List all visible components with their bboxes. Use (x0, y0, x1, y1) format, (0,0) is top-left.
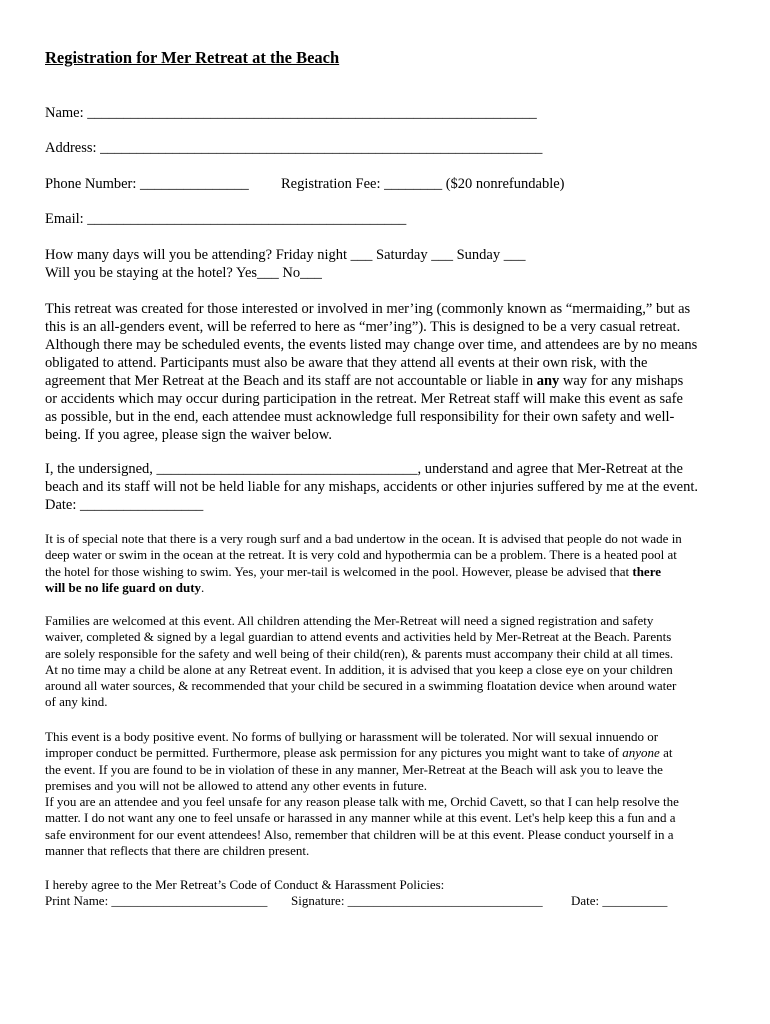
paragraph-line: deep water or swim in the ocean at the retreat. It is very cold and hypothermia can be a problem. There is a heated pool at (45, 547, 677, 563)
paragraph-line: waiver, completed & signed by a legal guardian to attend events and activities held by Mer-Retreat at the Beach. Parents (45, 629, 672, 645)
paragraph-line: the hotel for those wishing to swim. Yes, your mer-tail is welcomed in the pool. However, please be advised that there (45, 563, 661, 579)
address-field[interactable]: Address: _____________________________________________________________ (45, 140, 543, 156)
paragraph-line: improper conduct be permitted. Furthermore, please ask permission for any pictures you might want to take of anyone at (45, 745, 673, 761)
paragraph-line: manner that reflects that there are children present. (45, 843, 310, 859)
emphasis-any: any (536, 373, 560, 389)
paragraph-line: agreement that Mer Retreat at the Beach and its staff are not accountable or liable in any way for any mishaps (45, 373, 684, 389)
paragraph-line: If you are an attendee and you feel unsafe for any reason please talk with me, Orchid Cavett, so that I can help resolve the (45, 794, 679, 810)
hotel-stay-field[interactable]: Will you be staying at the hotel? Yes___ No___ (45, 265, 322, 281)
paragraph-line: being. If you agree, please sign the waiver below. (45, 427, 332, 443)
paragraph-line: this is an all-genders event, will be referred to here as “mer’ing”). This is designed to be a very casual retreat. (45, 319, 681, 335)
agreement-date-field[interactable]: Date: __________ (571, 893, 668, 908)
paragraph-line: are solely responsible for the safety and well being of their child(ren), & parents must accompany their child at all times. (45, 645, 674, 661)
phone-field[interactable]: Phone Number: _______________ (45, 176, 249, 192)
paragraph-line: obligated to attend. Participants must also be aware that they attend all events at their own risk, with the (45, 355, 648, 371)
paragraph-line: around all water sources, & recommended that your child be secured in a swimming floatation device when around water (45, 678, 677, 694)
registration-fee-field[interactable]: Registration Fee: ________ ($20 nonrefundable) (281, 176, 565, 192)
conduct-paragraph (45, 729, 679, 859)
print-name-field[interactable]: Print Name: ________________________ (45, 893, 268, 908)
paragraph-line: Although there may be scheduled events, the events listed may change over time, and attendees are by no means (45, 337, 698, 353)
paragraph-line: of any kind. (45, 694, 108, 710)
paragraph-line: Families are welcomed at this event. All children attending the Mer-Retreat will need a signed registration and safety (45, 613, 654, 628)
paragraph-line: This event is a body positive event. No forms of bullying or harassment will be tolerated. Nor will sexual innuendo or (45, 729, 659, 744)
waiver-intro-paragraph (45, 300, 697, 444)
paragraph-line: the event. If you are found to be in violation of these in any manner, Mer-Retreat at the Beach will ask you to leave the (45, 761, 663, 777)
name-field[interactable]: Name: ______________________________________________________________ (45, 105, 537, 121)
paragraph-line: safe environment for our event attendees! Also, remember that children will be at this event. Please conduct yourself in a (45, 826, 674, 842)
undersigned-waiver (45, 460, 698, 514)
paragraph-line: as possible, but in the end, each attendee must acknowledge full responsibility for their own safety and well- (45, 409, 675, 425)
paragraph-line: It is of special note that there is a very rough surf and a bad undertow in the ocean. It is advised that people do not wade in (45, 531, 682, 546)
families-paragraph (45, 613, 676, 711)
email-field[interactable]: Email: ____________________________________________ (45, 211, 407, 227)
paragraph-line: will be no life guard on duty. (45, 579, 205, 595)
waiver-date-field[interactable]: Date: _________________ (45, 497, 204, 513)
signature-field[interactable]: Signature: ______________________________ (291, 893, 543, 908)
paragraph-line: premises and you will not be allowed to attend any other events in future. (45, 777, 427, 793)
life-guard-warning: will be no life guard on duty (45, 579, 202, 595)
paragraph-line: matter. I do not want any one to feel unsafe or harassed in any manner while at this event. Let's help keep this a fun and a (45, 810, 676, 826)
undersigned-line[interactable]: I, the undersigned, ____________________________________, understand and agree that Mer-Retreat at the (45, 461, 683, 477)
page-title: Registration for Mer Retreat at the Beach (45, 48, 340, 67)
paragraph-line: or accidents which may occur during participation in the retreat. Mer Retreat staff will make this event as safe (45, 391, 683, 407)
surf-note-paragraph (45, 531, 682, 596)
paragraph-line: This retreat was created for those interested or involved in mer’ing (commonly known as “mermaiding,” but as (45, 301, 691, 317)
paragraph-line: beach and its staff will not be held liable for any mishaps, accidents or other injuries suffered by me at the event. (45, 479, 698, 495)
attendance-days-field[interactable]: How many days will you be attending? Friday night ___ Saturday ___ Sunday ___ (45, 247, 526, 263)
paragraph-line: At no time may a child be alone at any Retreat event. In addition, it is advised that you keep a close eye on your children (45, 661, 673, 677)
agreement-statement: I hereby agree to the Mer Retreat’s Code of Conduct & Harassment Policies: (45, 877, 445, 892)
